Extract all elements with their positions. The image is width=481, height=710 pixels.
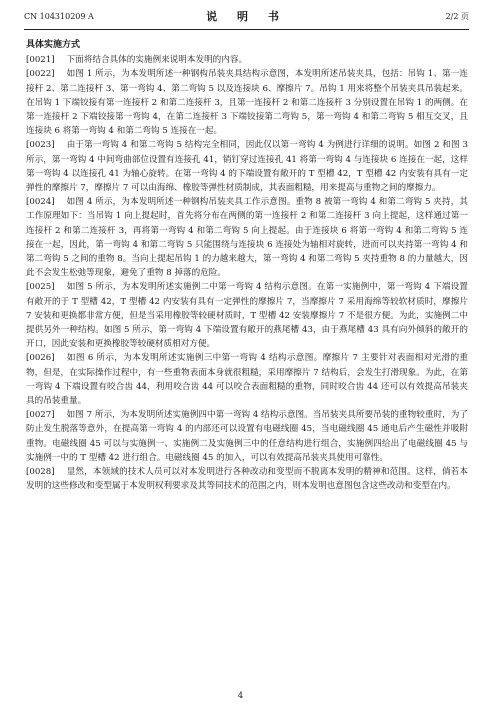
- section-title: 具体实施方式: [26, 40, 81, 50]
- page-header: [24, 8, 469, 26]
- paragraph-text: 如图 6 所示，为本发明所述实施例三中第一弯钩 4 结构示意图。摩擦片 7 主要针对表面相对光滑的重物，但是，在实际操作过程中，有一些重物表面本身就很粗糙，采用摩擦片 7 结构后，会发生打滑现象。为此，在第一弯钩 4 下端设置有咬合齿 44，利用咬合齿 44 可以咬合表面粗糙的重物，同时咬合齿 44 还可以有效提高吊装夹具的吊装重量。: [26, 353, 468, 407]
- paragraph-number: [0022]: [26, 69, 55, 80]
- paragraph-0022: [26, 67, 468, 138]
- patent-number: CN 104310209 A: [24, 12, 94, 21]
- paragraph-text: 如图 7 所示，为本发明所述实施例四中第一弯钩 4 结构示意图。当吊装夹具所要吊装的重物较重时，为了防止发生脱落等意外，在提高第一弯钩 4 的内部还可以设置有电磁线圈 45，当电磁线圈 45 通电后产生磁性并吸附重物。电磁线圈 45 可以与实施例一、实施例二及实施例三中的任意结构进行组合，实施例四给出了电磁线圈 45 与实施例一中的 T 型槽 42 进行组合。电磁线圈 45 的加入，可以有效提高吊装夹具使用可靠性。: [26, 410, 468, 463]
- document-title: 说 明 书: [206, 10, 287, 23]
- page-indicator: 2/2 页: [445, 12, 469, 21]
- paragraph-0028: [26, 465, 468, 493]
- paragraph-0025: [26, 280, 468, 351]
- paragraph-number: [0028]: [26, 467, 55, 478]
- paragraph-text: 显然，本领域的技术人员可以对本发明进行各种改动和变型而不脱离本发明的精神和范围。这样，倘若本发明的这些修改和变型属于本发明权利要求及其等同技术的范围之内，则本发明也意图包含这些改动和变型在内。: [26, 467, 468, 492]
- paragraph-text: 如图 1 所示，为本发明所述一种钢构吊装夹具结构示意图，本发明所述吊装夹具，包括：吊钩 1、第一连接杆 2、第二连接杆 3、第一弯钩 4、第二弯钩 5 以及连接块 6、摩擦片 7。吊钩 1 用来将整个吊装夹具吊装起来。在吊钩 1 下端铰接有第一连接杆 2 和第二连接杆 3，且第一连接杆 2 和第二连接杆 3 分别设置在吊钩 1 的两侧。在第一连接杆 2 下端铰接第一弯钩 4，在第二连接杆 3 下端铰接第二弯钩 5，第一弯钩 4 和第二弯钩 5 相互交叉，且连接块 6 将第一弯钩 4 和第二弯钩 5 连接在一起。: [26, 69, 468, 137]
- paragraph-text: 由于第一弯钩 4 和第二弯钩 5 结构完全相同，因此仅以第一弯钩 4 为例进行详细的说明。如图 2 和图 3 所示，第一弯钩 4 中间弯曲部位设置有连接孔 41，销钉穿过连接孔 41 将第一弯钩 4 与连接块 6 连接在一起，这样第一弯钩 4 以连接孔 41 为轴心旋转。在第一弯钩 4 的下端设置有敞开的 T 型槽 42，T 型槽 42 内安装有具有一定弹性的摩擦片 7，摩擦片 7 可以由海绵、橡胶等弹性材质制成，其表面粗糙，用来提高与重物之间的摩擦力。: [26, 140, 468, 194]
- paragraph-text: 下面将结合具体的实施例来说明本发明的内容。: [66, 55, 248, 66]
- page-number: 4: [237, 691, 244, 701]
- paragraph-number: [0024]: [26, 197, 55, 208]
- paragraph-text: 如图 4 所示，为本发明所述一种钢构吊装夹具工作示意图。重物 8 被第一弯钩 4 和第二弯钩 5 夹持，其工作原理如下：当吊钩 1 向上提起时，首先将分布在两侧的第一连接杆 2 和第二连接杆 3 向上提起，这样通过第一连接杆 2 和第二连接杆 3，再将第一弯钩 4 和第二弯钩 5 向上提起。由于连接块 6 将第一弯钩 4 和第二弯钩 5 连接在一起，因此，第一弯钩 4 和第二弯钩 5 只能围绕与连接块 6 连接处为轴相对旋转，进而可以夹持第一弯钩 4 和第二弯钩 5 之间的重物 8。当向上提起吊钩 1 的力越来越大，第一弯钩 4 和第二弯钩 5 夹持重物 8 的力量越大，因此不会发生松弛等现象，避免了重物 8 掉落的危险。: [26, 197, 468, 279]
- paragraph-text: 如图 5 所示，为本发明所述实施例二中第一弯钩 4 结构示意图。在第一实施例中，第一弯钩 4 下端设置有敞开的于 T 型槽 42，T 型槽 42 内安装有具有一定弹性的摩擦片 7，当摩擦片 7 采用海绵等较软材质时，摩擦片 7 安装和更换都非常方便，但是当采用橡胶等较硬材质时，T 型槽 42 安装摩擦片 7 不是很方便。为此，实施例二中提供另外一种结构。如图 5 所示，第一弯钩 4 下端设置有敞开的燕尾槽 43，由于燕尾槽 43 具有向外倾斜的敞开的开口，因此安装和更换橡胶等较硬材质相对方便。: [26, 282, 468, 350]
- paragraph-0024: [26, 195, 468, 280]
- paragraph-0023: [26, 138, 468, 195]
- paragraph-number: [0021]: [26, 55, 55, 66]
- paragraph-0021: [26, 53, 468, 67]
- paragraph-0026: [26, 351, 468, 408]
- paragraph-number: [0027]: [26, 410, 55, 421]
- document-body: [26, 38, 468, 494]
- paragraph-number: [0026]: [26, 353, 55, 364]
- paragraph-0027: [26, 408, 468, 465]
- paragraph-number: [0023]: [26, 140, 55, 151]
- paragraph-number: [0025]: [26, 282, 55, 293]
- header-rule: [24, 29, 469, 30]
